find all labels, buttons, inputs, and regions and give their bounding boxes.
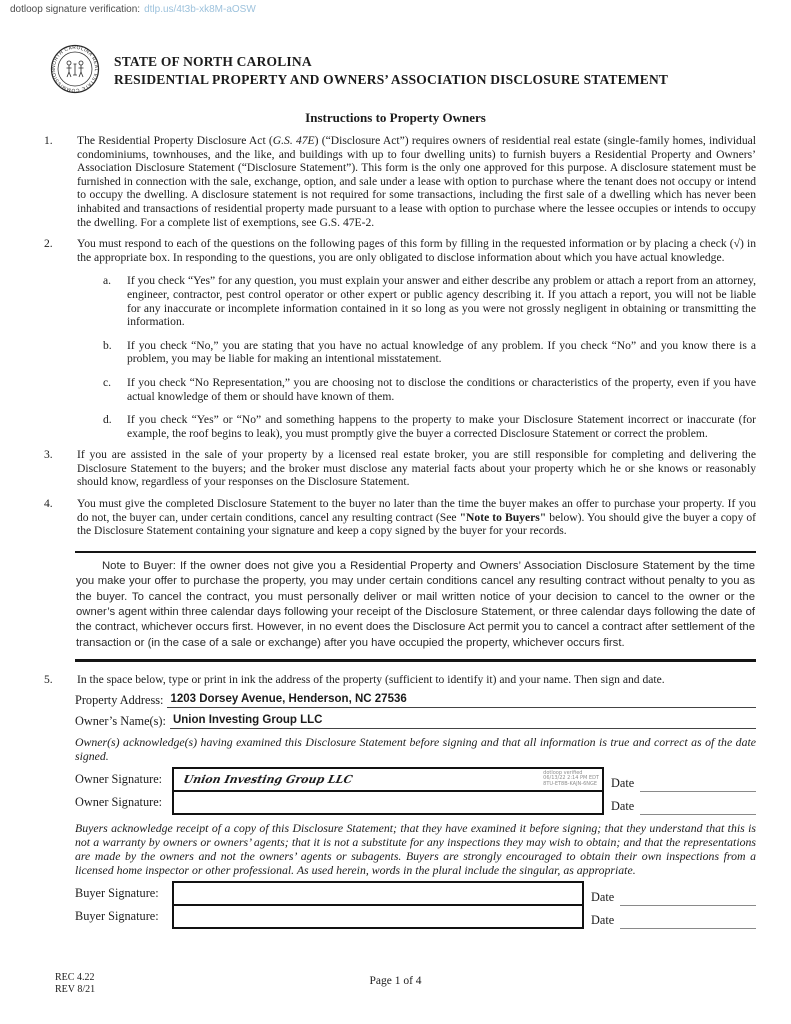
instruction-item-5 <box>42 673 756 687</box>
sub-item-b <box>103 339 756 366</box>
sub-item-d <box>103 413 756 440</box>
sub-item-c <box>103 376 756 403</box>
date-field[interactable] <box>620 913 756 929</box>
instructions-list <box>42 134 756 929</box>
item-number: 5. <box>44 673 53 687</box>
rec-code: REC 4.22 <box>55 972 95 983</box>
owner-name-row <box>75 713 756 729</box>
owner-name-label: Owner’s Name(s): <box>75 714 166 729</box>
owner-signature-row-1 <box>75 767 756 792</box>
date-label: Date <box>591 913 615 928</box>
nc-real-estate-commission-seal-icon <box>50 44 100 94</box>
sub-text: If you check “Yes” or “No” and something happens to the property to make your Disclosure Statement incorrect or inaccurate (for example, the roof begins to leak), you must promptly give the buyer a corrected Disclosure Statement or correct the problem. <box>127 413 756 440</box>
sub-text: If you check “Yes” for any question, you must explain your answer and either describe any problem or attach a report from an attorney, engineer, contractor, pest control operator or other expert or public agency describing it. If you attach a report, you will not be liable for any inaccurate or incomplete information contained in it so long as you were not grossly negligent in obtaining or transmitting the information. <box>127 274 756 329</box>
verification-link[interactable]: dtlp.us/4t3b-xk8M-aOSW <box>144 4 256 15</box>
sub-letter: c. <box>103 375 112 389</box>
date-label: Date <box>611 799 635 814</box>
date-label: Date <box>591 890 615 905</box>
instruction-item-2 <box>42 237 756 440</box>
title-block <box>114 44 668 94</box>
buyer-signature-box-1[interactable] <box>172 881 584 906</box>
date-wrap <box>591 881 756 906</box>
buyer-signature-label: Buyer Signature: <box>75 908 159 923</box>
buyer-signature-row-2 <box>75 904 756 929</box>
form-title: RESIDENTIAL PROPERTY AND OWNERS’ ASSOCIATION DISCLOSURE STATEMENT <box>114 72 669 87</box>
owner-signature-label: Owner Signature: <box>75 794 163 809</box>
page-number: Page 1 of 4 <box>369 975 422 987</box>
item-text <box>77 237 756 440</box>
dotloop-stamp <box>543 771 599 788</box>
sub-text: If you check “No Representation,” you are choosing not to disclose the conditions or characteristics of the property, even if you have actual knowledge of them or should have known of them. <box>127 375 756 403</box>
instruction-item-4 <box>42 497 756 538</box>
instructions-heading: Instructions to Property Owners <box>305 110 486 125</box>
date-wrap <box>611 790 756 815</box>
sub-letter: a. <box>103 274 112 288</box>
buyer-signature-label: Buyer Signature: <box>75 885 159 900</box>
buyer-signature-box-2[interactable] <box>172 904 584 929</box>
buyer-signature-row-1 <box>75 881 756 906</box>
item-text: You must give the completed Disclosure Statement to the buyer no later than the time the buyer makes an offer to purchase your property. If you do not, the buyer can, under certain conditions, cancel any resulting contract (See "Note to Buyers" below). You should give the buyer a copy of the Disclosure Statement containing your signature and keep a copy signed by the buyer for your records. <box>77 497 756 538</box>
owner-signature-label: Owner Signature: <box>75 771 163 786</box>
item-text: The Residential Property Disclosure Act (G.S. 47E) (“Disclosure Act”) requires owners of residential real estate (single-family homes, individual condominiums, townhouses, and the like, and buildings with up to four dwelling units) to furnish buyers a Residential Property and Owners’ Association Disclosure Statement (“Disclosure Statement”). This form is the only one approved for this purpose. A disclosure statement must be furnished in connection with the sale, exchange, option, and sale under a lease with option to purchase where the tenant does not occupy or intend to occupy the dwelling. A disclosure statement is not required for some transactions, including the first sale of a dwelling which has never been inhabited and transactions of residential property made pursuant to a lease with option to purchase where the lessee occupies or intends to occupy the dwelling. For a complete list of exemptions, see G.S. 47E-2. <box>77 134 757 229</box>
document-header <box>50 44 668 94</box>
item-number: 2. <box>44 237 53 251</box>
owner-signature-script: Union Investing Group LLC <box>182 772 354 786</box>
property-address-label: Property Address: <box>75 693 164 708</box>
stamp-line-3: 8TU-ET8B-KAJN-6NGE <box>543 781 598 788</box>
property-address-row <box>75 692 756 708</box>
seal-figures <box>67 61 84 77</box>
seal-text: NORTH CAROLINA REAL ESTATE COMMISSION <box>51 45 99 93</box>
state-title: STATE OF NORTH CAROLINA <box>114 54 312 69</box>
owner-signature-row-2 <box>75 790 756 815</box>
item-text: If you are assisted in the sale of your property by a licensed real estate broker, you are still responsible for completing and delivering the Disclosure Statement to the buyers; and the broker must disclose any material facts about your property which he or she knows or reasonably should know, regardless of your responses on the Disclosure Statement. <box>77 448 756 489</box>
sub-letter: d. <box>103 413 112 427</box>
stamp-line-1: dotloop verified <box>543 769 583 776</box>
sub-item-a <box>103 274 756 328</box>
owner-signature-box-2[interactable] <box>172 790 604 815</box>
date-field[interactable] <box>640 799 756 815</box>
signature-section <box>75 692 756 929</box>
date-wrap <box>611 767 756 792</box>
item-number: 3. <box>44 448 53 462</box>
property-address-field[interactable]: 1203 Dorsey Avenue, Henderson, NC 27536 <box>167 692 756 708</box>
date-wrap <box>591 904 756 929</box>
item-2-intro: You must respond to each of the questions on the following pages of this form by filling in the requested information or by placing a check (√) in the appropriate box. In responding to the questions, you are only obligated to disclose information about which you have actual knowledge. <box>77 237 756 264</box>
rev-code: REV 8/21 <box>55 984 96 995</box>
verification-bar <box>10 4 256 15</box>
sub-text: If you check “No,” you are stating that you have no actual knowledge of any problem. If you check “No” and you know there is a problem, you may be liable for making an intentional misstatement. <box>127 338 756 366</box>
sub-letter: b. <box>103 338 112 352</box>
owner-name-field[interactable]: Union Investing Group LLC <box>170 713 756 729</box>
owner-acknowledgment-text: Owner(s) acknowledge(s) having examined this Disclosure Statement before signing and that all information is true and correct as of the date signed. <box>75 734 756 763</box>
verification-label: dotloop signature verification: <box>10 4 141 15</box>
stamp-line-2: 06/13/22 2:14 PM EDT <box>543 775 599 782</box>
owner-signature-box-1[interactable] <box>172 767 604 792</box>
buyer-acknowledgment-text: Buyers acknowledge receipt of a copy of this Disclosure Statement; that they have examined it before signing; that they understand that this is not a warranty by owners or owners’ agents; that it is not a substitute for any inspections they may wish to obtain; and that the representations are made by the owners and not the owners’ agents or subagents. Buyers are strongly encouraged to obtain their own inspections from a licensed home inspector or other professional. As used herein, words in the plural include the singular, as appropriate. <box>75 820 756 877</box>
note-to-buyer-box: Note to Buyer: If the owner does not give you a Residential Property and Owners’ Association Disclosure Statement by the time you make your offer to purchase the property, you may under certain conditions cancel any resulting contract without penalty to you as the buyer. To cancel the contract, you must personally deliver or mail written notice of your decision to cancel to the owner or the owner’s agent within three calendar days following your receipt of the Disclosure Statement, or three calendar days following the date of the contract, whichever occurs first. However, in no event does the Disclosure Act permit you to cancel a contract after settlement of the transaction or (in the case of a sale or exchange) after you have occupied the property, whichever occurs first. <box>75 551 756 662</box>
date-label: Date <box>611 776 635 791</box>
instruction-item-1 <box>42 134 756 229</box>
item-number: 1. <box>44 134 53 147</box>
item-text: In the space below, type or print in ink the address of the property (sufficient to identify it) and your name. Then sign and date. <box>77 673 665 687</box>
instruction-item-3 <box>42 448 756 489</box>
item-number: 4. <box>44 497 53 511</box>
